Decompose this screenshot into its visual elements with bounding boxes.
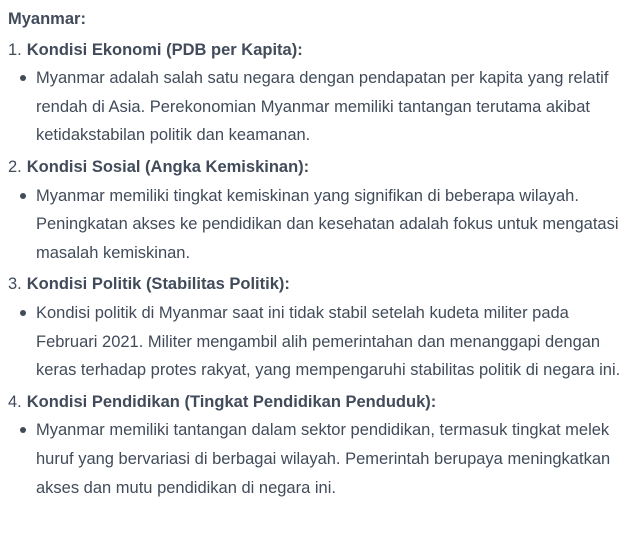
- section-heading: [8, 36, 632, 65]
- bullet-item: Myanmar memiliki tingkat kemiskinan yang signifikan di beberapa wilayah. Peningkatan akses ke pendidikan dan kesehatan adalah fokus untuk mengatasi masalah kemiskinan.: [8, 182, 632, 268]
- bullet-item: Kondisi politik di Myanmar saat ini tidak stabil setelah kudeta militer pada Februari 2021. Militer mengambil alih pemerintahan dan menanggapi dengan keras terhadap protes rakyat, yang mempengaruhi stabilitas politik di negara ini.: [8, 299, 632, 385]
- section-pendidikan: [8, 388, 632, 502]
- bullet-list: [8, 182, 632, 268]
- bullet-list: [8, 416, 632, 502]
- section-number: 4.: [8, 392, 22, 411]
- bullet-item: Myanmar adalah salah satu negara dengan pendapatan per kapita yang relatif rendah di Asia. Perekonomian Myanmar memiliki tantangan terutama akibat ketidakstabilan politik dan keamanan.: [8, 64, 632, 150]
- section-number: 1.: [8, 40, 22, 59]
- section-number: 3.: [8, 275, 22, 294]
- page-title: Myanmar:: [8, 10, 86, 28]
- section-heading: [8, 388, 632, 417]
- section-heading-text: Kondisi Ekonomi (PDB per Kapita):: [26, 40, 303, 59]
- bullet-list: [8, 299, 632, 385]
- bullet-item: Myanmar memiliki tantangan dalam sektor pendidikan, termasuk tingkat melek huruf yang bervariasi di berbagai wilayah. Pemerintah berupaya meningkatkan akses dan mutu pendidikan di negara ini.: [8, 416, 632, 502]
- section-heading: [8, 270, 632, 299]
- section-heading-text: Kondisi Pendidikan (Tingkat Pendidikan Penduduk):: [26, 392, 437, 411]
- section-number: 2.: [8, 157, 22, 176]
- section-sosial: [8, 153, 632, 267]
- section-ekonomi: [8, 36, 632, 150]
- section-heading-text: Kondisi Sosial (Angka Kemiskinan):: [26, 157, 310, 176]
- section-heading: [8, 153, 632, 182]
- section-politik: [8, 270, 632, 384]
- bullet-list: [8, 64, 632, 150]
- section-heading-text: Kondisi Politik (Stabilitas Politik):: [26, 275, 290, 294]
